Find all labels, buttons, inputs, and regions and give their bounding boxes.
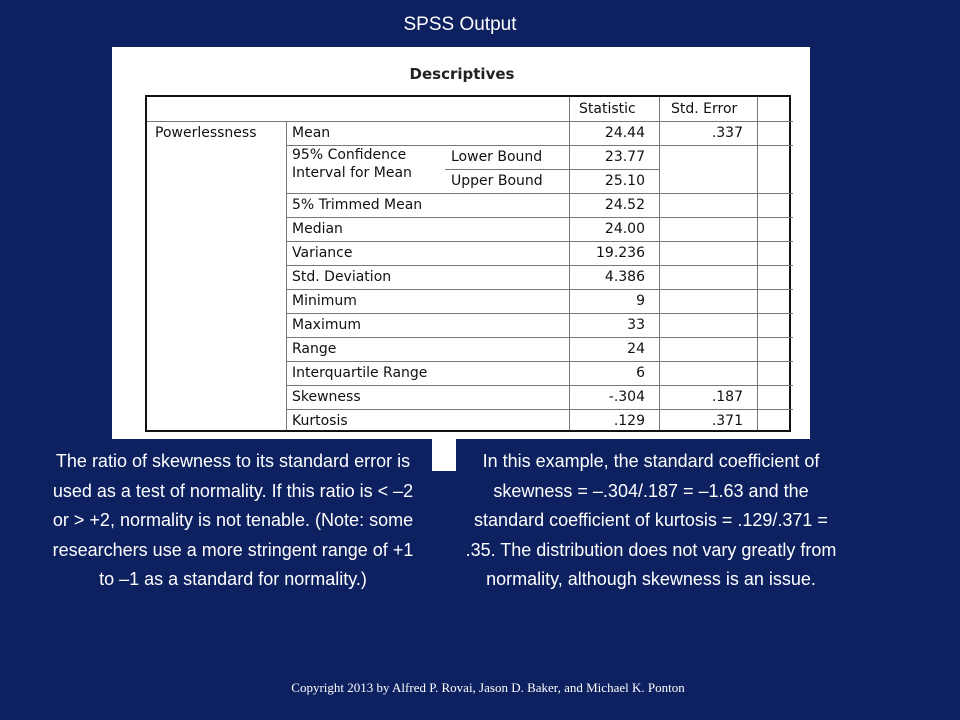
row-label: Maximum bbox=[292, 317, 361, 333]
slide-title: SPSS Output bbox=[403, 14, 517, 35]
copyright-footer: Copyright 2013 by Alfred P. Rovai, Jason D. Baker, and Michael K. Ponton bbox=[291, 680, 685, 695]
row-label: Interval for Mean bbox=[292, 165, 412, 181]
variable-label: Powerlessness bbox=[155, 125, 257, 141]
panel-notch bbox=[432, 439, 456, 471]
row-label: Median bbox=[292, 221, 343, 237]
table-title: Descriptives bbox=[409, 65, 515, 83]
row-std-error: .337 bbox=[711, 125, 743, 141]
row-line bbox=[286, 217, 793, 218]
row-line bbox=[286, 289, 793, 290]
descriptives-table bbox=[145, 95, 791, 432]
row-statistic: .129 bbox=[613, 413, 645, 429]
row-label: Skewness bbox=[292, 389, 361, 405]
row-line bbox=[286, 241, 793, 242]
example-note-right: In this example, the standard coefficient of skewness = –.304/.187 = –1.63 and the standard coefficient of kurtosis = .129/.371 = .35. The distribution does not vary greatly from normality, although skewness is an issue. bbox=[465, 451, 837, 589]
row-line bbox=[286, 409, 793, 410]
row-statistic: 33 bbox=[627, 317, 645, 333]
row-label: Mean bbox=[292, 125, 331, 141]
row-line bbox=[286, 193, 793, 194]
row-line bbox=[286, 265, 793, 266]
row-statistic: 23.77 bbox=[604, 149, 645, 165]
row-statistic: 4.386 bbox=[604, 269, 645, 285]
row-statistic: 24 bbox=[627, 341, 645, 357]
row-line bbox=[286, 361, 793, 362]
row-label: 5% Trimmed Mean bbox=[292, 197, 423, 213]
row-label: 95% Confidence bbox=[292, 147, 407, 163]
row-line bbox=[286, 313, 793, 314]
row-statistic: 19.236 bbox=[596, 245, 645, 261]
row-statistic: 6 bbox=[636, 365, 645, 381]
row-label: Kurtosis bbox=[292, 413, 348, 429]
row-label: Range bbox=[292, 341, 337, 357]
row-std-error: .371 bbox=[711, 413, 743, 429]
row-label: Minimum bbox=[292, 293, 357, 309]
row-statistic: -.304 bbox=[608, 389, 645, 405]
row-statistic: 9 bbox=[636, 293, 645, 309]
row-line bbox=[445, 169, 659, 170]
spss-output-panel bbox=[112, 47, 810, 439]
row-label: Interquartile Range bbox=[292, 365, 428, 381]
header-std-error: Std. Error bbox=[671, 101, 738, 117]
row-label: Std. Deviation bbox=[292, 269, 392, 285]
header-divider bbox=[659, 97, 660, 430]
skewness-note-left: The ratio of skewness to its standard error is used as a test of normality. If this ratio is < –2 or > +2, normality is not tenable. (Note: some researchers use a more stringent range of +1 to –1 as a standard for normality.) bbox=[52, 451, 414, 589]
row-statistic: 24.00 bbox=[604, 221, 645, 237]
row-line bbox=[286, 337, 793, 338]
row-sublabel: Lower Bound bbox=[451, 149, 543, 165]
label-divider bbox=[286, 121, 287, 430]
header-divider bbox=[757, 97, 758, 430]
row-label: Variance bbox=[292, 245, 353, 261]
header-line bbox=[147, 121, 793, 122]
row-statistic: 24.52 bbox=[604, 197, 645, 213]
row-statistic: 24.44 bbox=[604, 125, 645, 141]
row-std-error: .187 bbox=[711, 389, 743, 405]
row-statistic: 25.10 bbox=[604, 173, 645, 189]
row-line bbox=[286, 145, 793, 146]
header-statistic: Statistic bbox=[579, 101, 636, 117]
row-line bbox=[286, 385, 793, 386]
row-sublabel: Upper Bound bbox=[451, 173, 543, 189]
